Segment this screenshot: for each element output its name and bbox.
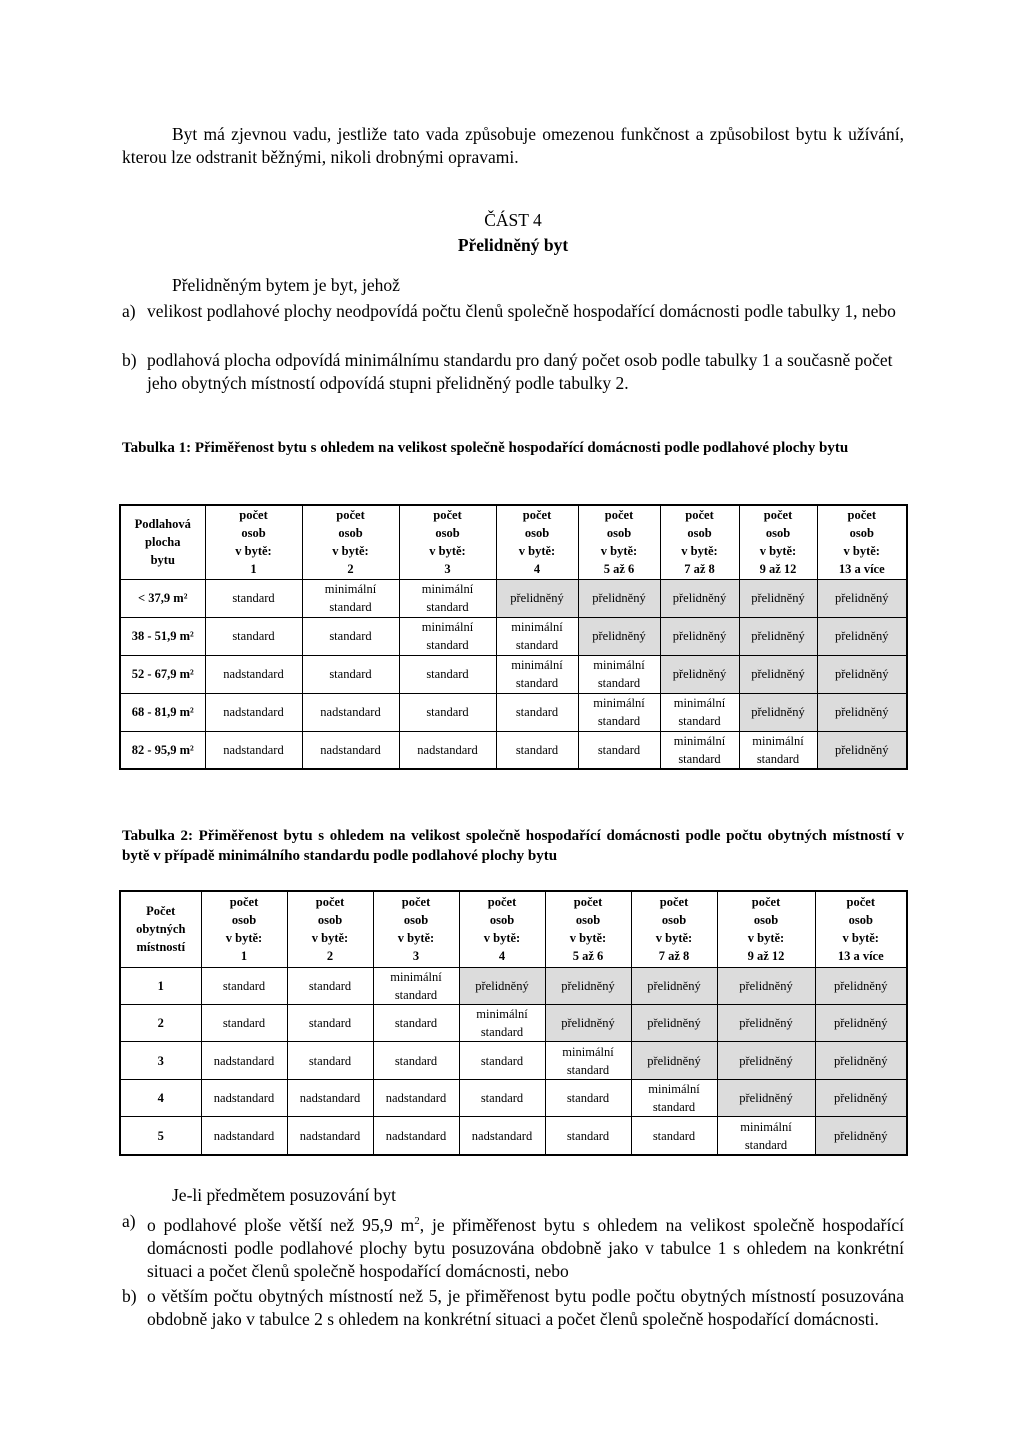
table-row bbox=[120, 1117, 907, 1155]
table-cell: standard bbox=[631, 1117, 717, 1155]
table-cell: přelidněný bbox=[459, 967, 545, 1004]
closing-item-b-text: o větším počtu obytných místností než 5, je přiměřenost bytu podle počtu obytných místností posuzována obdobně jako v tabulce 2 s ohledem na konkrétní situaci a počet členů společně hospodařící domácnosti. bbox=[147, 1286, 904, 1329]
table-cell: přelidněný bbox=[817, 617, 907, 655]
table2-column-header: počet osob v bytě: 9 až 12 bbox=[717, 891, 815, 967]
table1-column-header: počet osob v bytě: 2 bbox=[302, 505, 399, 579]
table-cell: standard bbox=[302, 617, 399, 655]
intro-paragraph: Byt má zjevnou vadu, jestliže tato vada způsobuje omezenou funkčnost a způsobilost bytu k užívání, kterou lze odstranit běžnými, nikoli drobnými opravami. bbox=[122, 124, 904, 167]
table-row bbox=[120, 1079, 907, 1116]
table2-column-header: počet osob v bytě: 1 bbox=[201, 891, 287, 967]
table-cell: přelidněný bbox=[660, 655, 739, 693]
table-cell: přelidněný bbox=[815, 1042, 907, 1079]
table-cell: minimální standard bbox=[578, 655, 660, 693]
table2-column-header: počet osob v bytě: 3 bbox=[373, 891, 459, 967]
section-number: ČÁST 4 bbox=[484, 210, 542, 230]
row-label: 3 bbox=[120, 1042, 201, 1079]
row-label: 38 - 51,9 m² bbox=[120, 617, 205, 655]
list-marker: b) bbox=[122, 350, 137, 370]
table-cell: minimální standard bbox=[496, 617, 578, 655]
table-cell: standard bbox=[459, 1042, 545, 1079]
table-cell: standard bbox=[201, 1004, 287, 1041]
table1-column-header: počet osob v bytě: 13 a více bbox=[817, 505, 907, 579]
table-row bbox=[120, 655, 907, 693]
row-label: 68 - 81,9 m² bbox=[120, 693, 205, 731]
table-cell: nadstandard bbox=[399, 731, 496, 769]
table-cell: standard bbox=[287, 1004, 373, 1041]
table-cell: nadstandard bbox=[205, 655, 302, 693]
table-cell: standard bbox=[459, 1079, 545, 1116]
table1-caption: Tabulka 1: Přiměřenost bytu s ohledem na velikost společně hospodařící domácnosti podle podlahové plochy bytu bbox=[122, 440, 849, 456]
table-cell: přelidněný bbox=[817, 579, 907, 617]
closing-item-b bbox=[122, 1285, 904, 1331]
list-marker: a) bbox=[122, 1211, 136, 1231]
table-cell: standard bbox=[373, 1004, 459, 1041]
table2-corner-header: Počet obytných místností bbox=[120, 891, 201, 967]
table-cell: přelidněný bbox=[631, 1004, 717, 1041]
table-cell: přelidněný bbox=[815, 967, 907, 1004]
table2-column-header: počet osob v bytě: 2 bbox=[287, 891, 373, 967]
table-cell: nadstandard bbox=[302, 693, 399, 731]
closing-item-a-text-after: , je přiměřenost bytu s ohledem na velikost společně hospodařící domácnosti podle podlahové plochy bytu posuzována obdobně jako v tabulce 1 s ohledem na konkrétní situaci a počet členů společně hospodařící domácnosti, nebo bbox=[147, 1214, 904, 1281]
table-cell: standard bbox=[205, 579, 302, 617]
table2-caption: Tabulka 2: Přiměřenost bytu s ohledem na velikost společně hospodařící domácnosti podle počtu obytných místností v bytě v případě minimálního standardu podle podlahové plochy bytu bbox=[122, 828, 904, 864]
table-cell: standard bbox=[496, 731, 578, 769]
table-cell: minimální standard bbox=[578, 693, 660, 731]
table-cell: přelidněný bbox=[717, 967, 815, 1004]
table2-column-header: počet osob v bytě: 5 až 6 bbox=[545, 891, 631, 967]
table-row bbox=[120, 617, 907, 655]
table2-column-header: počet osob v bytě: 4 bbox=[459, 891, 545, 967]
table-cell: přelidněný bbox=[578, 579, 660, 617]
table1-column-header: počet osob v bytě: 5 až 6 bbox=[578, 505, 660, 579]
table-cell: minimální standard bbox=[302, 579, 399, 617]
table2 bbox=[119, 890, 908, 1156]
table-cell: standard bbox=[496, 693, 578, 731]
table-cell: minimální standard bbox=[739, 731, 817, 769]
row-label: 52 - 67,9 m² bbox=[120, 655, 205, 693]
list-marker: b) bbox=[122, 1286, 137, 1306]
table1-corner-header: Podlahová plocha bytu bbox=[120, 505, 205, 579]
table-cell: nadstandard bbox=[287, 1079, 373, 1116]
table-cell: minimální standard bbox=[545, 1042, 631, 1079]
table-cell: přelidněný bbox=[717, 1042, 815, 1079]
list-text: velikost podlahové plochy neodpovídá počtu členů společně hospodařící domácnosti podle tabulky 1, nebo bbox=[147, 301, 896, 321]
table1-column-header: počet osob v bytě: 3 bbox=[399, 505, 496, 579]
table-cell: standard bbox=[201, 967, 287, 1004]
table-cell: nadstandard bbox=[205, 693, 302, 731]
table-cell: standard bbox=[545, 1117, 631, 1155]
table1-column-header: počet osob v bytě: 1 bbox=[205, 505, 302, 579]
section-title: Přelidněný byt bbox=[457, 235, 569, 255]
table-cell: přelidněný bbox=[496, 579, 578, 617]
row-label: 1 bbox=[120, 967, 201, 1004]
table-cell: standard bbox=[399, 655, 496, 693]
table1-column-header: počet osob v bytě: 9 až 12 bbox=[739, 505, 817, 579]
table-cell: nadstandard bbox=[302, 731, 399, 769]
table-cell: přelidněný bbox=[815, 1004, 907, 1041]
row-label: 4 bbox=[120, 1079, 201, 1116]
table-cell: přelidněný bbox=[717, 1004, 815, 1041]
table-cell: minimální standard bbox=[399, 579, 496, 617]
table1 bbox=[119, 504, 908, 770]
table-cell: přelidněný bbox=[817, 731, 907, 769]
table-cell: přelidněný bbox=[739, 617, 817, 655]
list-item-b bbox=[122, 349, 904, 395]
closing-lead: Je-li předmětem posuzování byt bbox=[172, 1185, 397, 1205]
table-cell: přelidněný bbox=[815, 1117, 907, 1155]
table-cell: minimální standard bbox=[459, 1004, 545, 1041]
section-lead: Přelidněným bytem je byt, jehož bbox=[172, 275, 400, 295]
table-cell: přelidněný bbox=[815, 1079, 907, 1116]
table-row bbox=[120, 1042, 907, 1079]
list-item-a bbox=[122, 300, 904, 323]
table2-column-header: počet osob v bytě: 7 až 8 bbox=[631, 891, 717, 967]
table-row bbox=[120, 579, 907, 617]
table-cell: standard bbox=[399, 693, 496, 731]
table-cell: přelidněný bbox=[739, 579, 817, 617]
table-row bbox=[120, 731, 907, 769]
table-cell: minimální standard bbox=[399, 617, 496, 655]
table-row bbox=[120, 693, 907, 731]
table-cell: standard bbox=[287, 967, 373, 1004]
table2-column-header: počet osob v bytě: 13 a více bbox=[815, 891, 907, 967]
table1-column-header: počet osob v bytě: 7 až 8 bbox=[660, 505, 739, 579]
table-cell: nadstandard bbox=[373, 1117, 459, 1155]
table-cell: standard bbox=[373, 1042, 459, 1079]
table-cell: přelidněný bbox=[545, 967, 631, 1004]
table-cell: přelidněný bbox=[545, 1004, 631, 1041]
closing-item-a-text-before: o podlahové ploše větší než 95,9 m bbox=[147, 1214, 415, 1235]
table-cell: přelidněný bbox=[660, 579, 739, 617]
row-label: 82 - 95,9 m² bbox=[120, 731, 205, 769]
table-cell: nadstandard bbox=[201, 1042, 287, 1079]
table-cell: standard bbox=[302, 655, 399, 693]
table-cell: minimální standard bbox=[660, 731, 739, 769]
list-marker: a) bbox=[122, 301, 136, 321]
table-cell: nadstandard bbox=[205, 731, 302, 769]
table-cell: přelidněný bbox=[631, 967, 717, 1004]
table1-column-header: počet osob v bytě: 4 bbox=[496, 505, 578, 579]
table-cell: nadstandard bbox=[459, 1117, 545, 1155]
table2-header-row bbox=[120, 891, 907, 967]
table1-header-row bbox=[120, 505, 907, 579]
table-cell: minimální standard bbox=[496, 655, 578, 693]
closing-item-a bbox=[122, 1210, 904, 1283]
table-cell: minimální standard bbox=[660, 693, 739, 731]
table-row bbox=[120, 1004, 907, 1041]
table-cell: přelidněný bbox=[578, 617, 660, 655]
table-cell: přelidněný bbox=[660, 617, 739, 655]
table-cell: minimální standard bbox=[631, 1079, 717, 1116]
row-label: < 37,9 m² bbox=[120, 579, 205, 617]
table-row bbox=[120, 967, 907, 1004]
table-cell: nadstandard bbox=[201, 1117, 287, 1155]
table-cell: standard bbox=[578, 731, 660, 769]
table-cell: nadstandard bbox=[373, 1079, 459, 1116]
table-cell: standard bbox=[545, 1079, 631, 1116]
table-cell: standard bbox=[205, 617, 302, 655]
table-cell: standard bbox=[287, 1042, 373, 1079]
table-cell: přelidněný bbox=[739, 693, 817, 731]
superscript-two: 2 bbox=[414, 1215, 420, 1227]
table-cell: přelidněný bbox=[631, 1042, 717, 1079]
row-label: 5 bbox=[120, 1117, 201, 1155]
table-cell: přelidněný bbox=[717, 1079, 815, 1116]
row-label: 2 bbox=[120, 1004, 201, 1041]
table-cell: přelidněný bbox=[739, 655, 817, 693]
list-text: podlahová plocha odpovídá minimálnímu standardu pro daný počet osob podle tabulky 1 a současně počet jeho obytných místností odpovídá stupni přelidněný podle tabulky 2. bbox=[147, 350, 893, 393]
table-cell: nadstandard bbox=[287, 1117, 373, 1155]
table-cell: přelidněný bbox=[817, 693, 907, 731]
table-cell: minimální standard bbox=[373, 967, 459, 1004]
table-cell: minimální standard bbox=[717, 1117, 815, 1155]
table-cell: přelidněný bbox=[817, 655, 907, 693]
table-cell: nadstandard bbox=[201, 1079, 287, 1116]
